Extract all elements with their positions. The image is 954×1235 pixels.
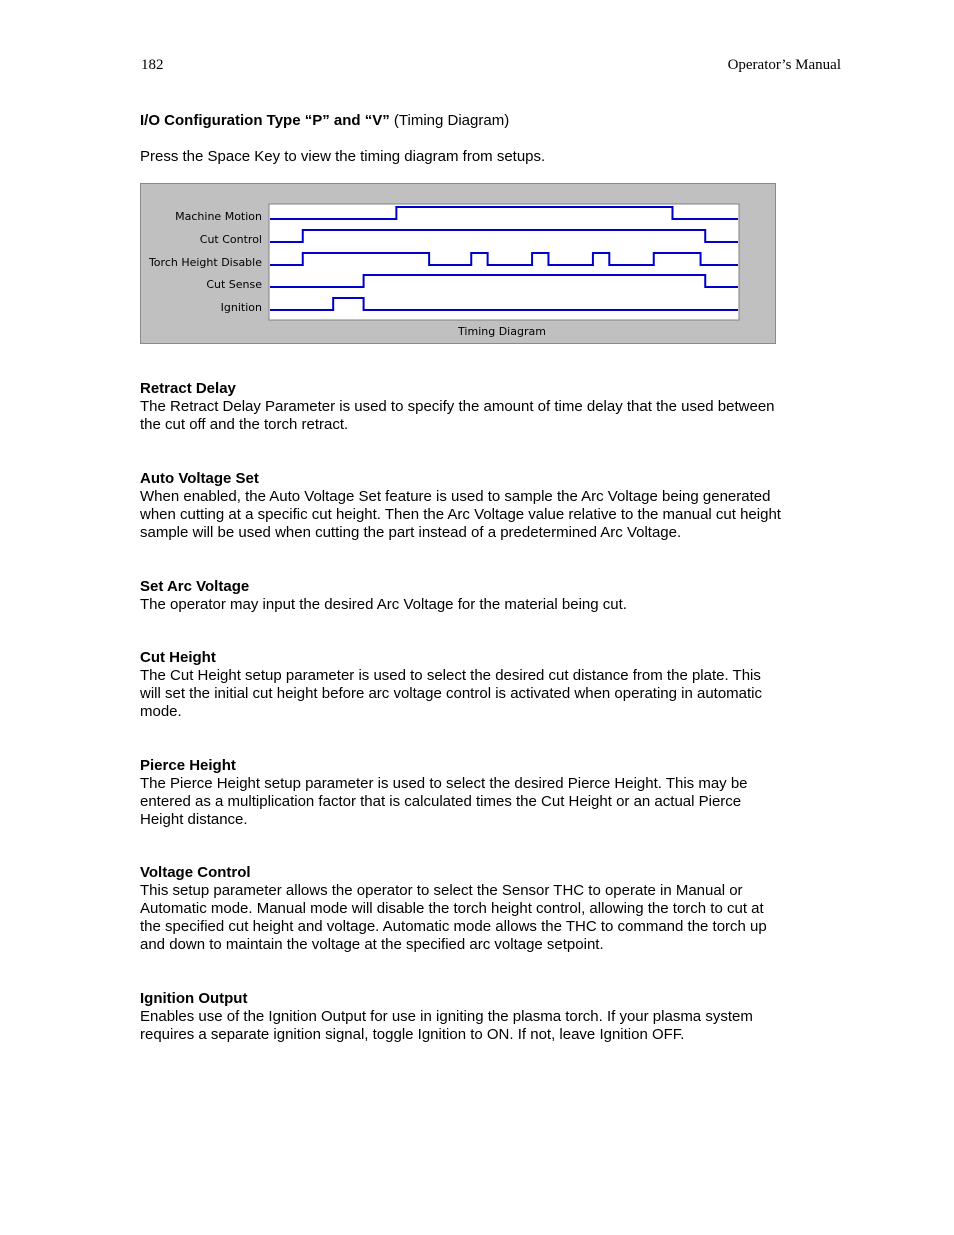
page-number: 182	[141, 57, 164, 73]
timing-diagram	[141, 184, 777, 345]
param-description: When enabled, the Auto Voltage Set feature is used to sample the Arc Voltage being generated when cutting at a specific cut height. Then the Arc Voltage value relative to the manual cut height sample will be used when cutting the part instead of a predetermined Arc Voltage.	[140, 488, 781, 541]
param-auto-voltage-set	[140, 470, 830, 542]
param-heading: Ignition Output	[140, 990, 248, 1007]
param-description: This setup parameter allows the operator to select the Sensor THC to operate in Manual or Automatic mode. Manual mode will disable the torch height control, allowing the torch to cut at the specified cut height and voltage. Automatic mode allows the THC to command the torch up and down to maintain the voltage at the specified arc voltage setpoint.	[140, 882, 767, 953]
param-description: The Pierce Height setup parameter is used to select the desired Pierce Height. This may be entered as a multiplication factor that is calculated times the Cut Height or an actual Pierce Height distance.	[140, 775, 748, 828]
section-title-bold: I/O Configuration Type “P” and “V”	[140, 112, 390, 129]
param-heading: Pierce Height	[140, 757, 236, 774]
param-heading: Retract Delay	[140, 380, 236, 397]
param-set-arc-voltage	[140, 578, 830, 614]
running-head: Operator’s Manual	[727, 57, 841, 73]
timing-diagram-caption: Timing Diagram	[458, 325, 546, 338]
param-heading: Set Arc Voltage	[140, 578, 250, 595]
section-title-suffix: (Timing Diagram)	[389, 112, 510, 129]
signal-label: Torch Height Disable	[148, 256, 262, 269]
intro-text: Press the Space Key to view the timing diagram from setups.	[140, 148, 546, 165]
param-pierce-height	[140, 757, 830, 829]
param-heading: Auto Voltage Set	[140, 470, 259, 487]
param-description: The operator may input the desired Arc Voltage for the material being cut.	[140, 596, 627, 613]
section-title	[140, 112, 509, 129]
signal-label: Cut Sense	[206, 278, 262, 291]
param-voltage-control	[140, 864, 830, 954]
signal-label: Cut Control	[199, 233, 262, 246]
param-retract-delay	[140, 380, 830, 434]
param-ignition-output	[140, 990, 830, 1044]
signal-label: Ignition	[220, 301, 262, 314]
param-cut-height	[140, 649, 830, 721]
timing-diagram-panel	[140, 183, 776, 344]
timing-plot-area	[269, 204, 739, 320]
signal-label: Machine Motion	[175, 210, 262, 223]
param-description: The Cut Height setup parameter is used to select the desired cut distance from the plate. This will set the initial cut height before arc voltage control is activated when operating in automatic mode.	[140, 667, 763, 720]
param-heading: Cut Height	[140, 649, 216, 666]
param-description: Enables use of the Ignition Output for use in igniting the plasma torch. If your plasma system requires a separate ignition signal, toggle Ignition to ON. If not, leave Ignition OFF.	[140, 1008, 753, 1043]
param-heading: Voltage Control	[140, 864, 251, 881]
param-description: The Retract Delay Parameter is used to specify the amount of time delay that the used between the cut off and the torch retract.	[140, 398, 775, 433]
